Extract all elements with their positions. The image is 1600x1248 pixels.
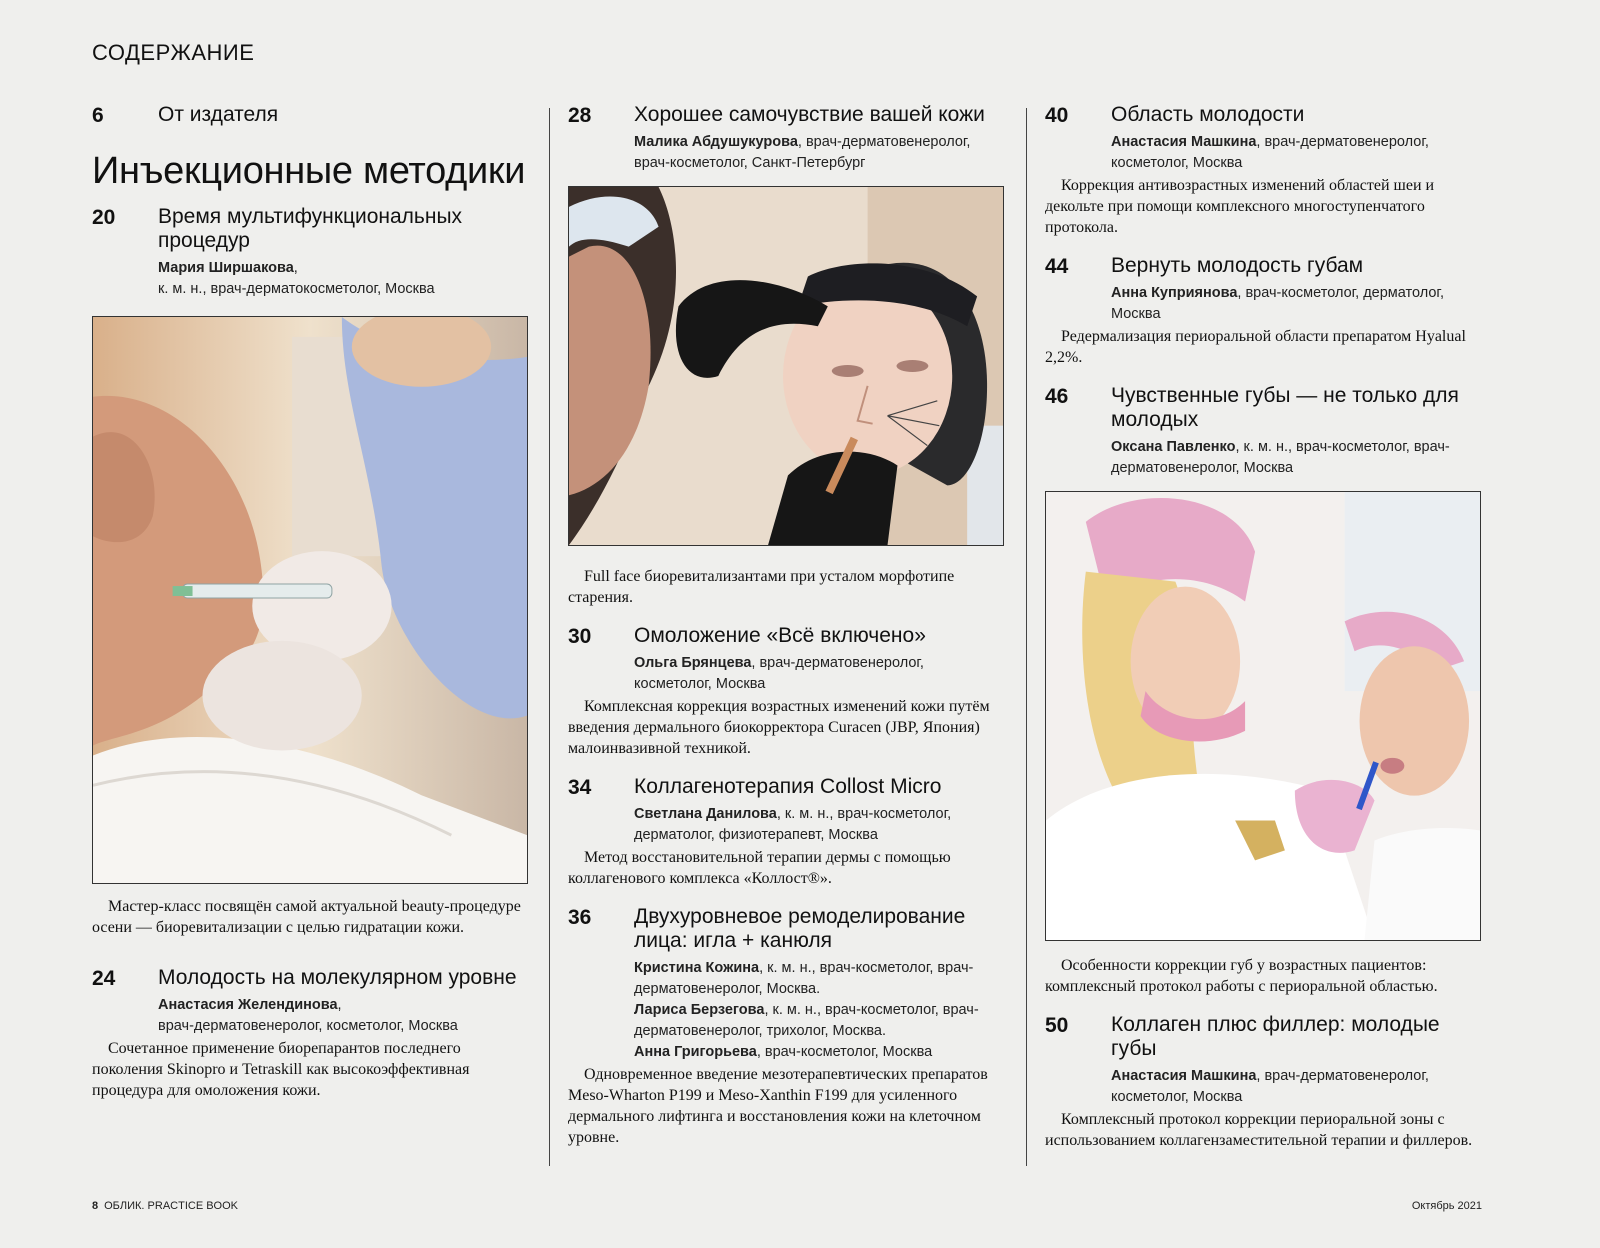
author-name: Анастасия Желендинова xyxy=(158,997,338,1013)
entry-authors xyxy=(158,995,528,1037)
author-credentials: , врач-дерматовенеролог, косметолог, Москва xyxy=(1111,134,1429,171)
page-number: 20 xyxy=(92,206,116,229)
entry-authors xyxy=(1111,283,1481,325)
entry-title: Коллаген плюс филлер: молодые губы xyxy=(1111,1013,1440,1060)
entry-title: Вернуть молодость губам xyxy=(1111,254,1364,277)
author-name: Мария Ширшакова xyxy=(158,260,294,276)
author-credentials: , к. м. н., врач-косметолог, врач-дерматовенеролог, Москва. xyxy=(634,960,974,997)
page-number: 30 xyxy=(568,625,592,648)
page-number: 46 xyxy=(1045,385,1069,408)
toc-entry-44[interactable] xyxy=(1045,254,1481,368)
entry-description: Редермализация периоральной области препаратом Hyalual 2,2%. xyxy=(1045,328,1466,366)
toc-entry-28[interactable] xyxy=(568,103,1004,174)
toc-entry-20[interactable] xyxy=(92,205,528,300)
entry-authors xyxy=(158,258,528,300)
author-credentials: , к. м. н., врач-косметолог, врач-дерматовенеролог, Москва xyxy=(1111,439,1450,476)
author-credentials: , врач-дерматовенеролог, косметолог, Москва xyxy=(634,655,924,692)
author-credentials: , врач-косметолог, Москва xyxy=(756,1044,933,1060)
author-name: Анна Григорьева xyxy=(634,1044,757,1060)
photo-caption: Мастер-класс посвящён самой актуальной beauty-процедуре осени — биоревитализации с целью гидратации кожи. xyxy=(92,898,521,936)
toc-entry-40[interactable] xyxy=(1045,103,1481,238)
page-number: 28 xyxy=(568,104,592,127)
author-name: Лариса Берзегова xyxy=(634,1002,765,1018)
toc-entry-6[interactable] xyxy=(92,103,528,127)
entry-authors xyxy=(634,804,1004,846)
entry-authors xyxy=(634,653,1004,695)
page-number: 34 xyxy=(568,776,592,799)
author-name: Ольга Брянцева xyxy=(634,655,752,671)
page-number: 50 xyxy=(1045,1014,1069,1037)
page-number: 44 xyxy=(1045,255,1069,278)
entry-authors xyxy=(634,132,1004,174)
column-2 xyxy=(568,103,1004,1164)
photo-image xyxy=(1046,492,1480,940)
author-name: Оксана Павленко xyxy=(1111,439,1236,455)
entry-description: Одновременное введение мезотерапевтических препаратов Meso-Wharton P199 и Meso-Xanthin F199 для усиленного дермального лифтинга и восстановления кожи на клеточном уровне. xyxy=(568,1066,988,1146)
entry-description: Комплексный протокол коррекции периоральной зоны с использованием коллагензаместительной терапии и филлеров. xyxy=(1045,1111,1473,1149)
author-name: Анастасия Машкина xyxy=(1111,134,1257,150)
author-name: Анна Куприянова xyxy=(1111,285,1238,301)
page-number: 40 xyxy=(1045,104,1069,127)
photo-injection-neck xyxy=(92,316,528,884)
photo-caption: Full face биоревитализантами при усталом морфотипе старения. xyxy=(568,568,955,606)
entry-title: Коллагенотерапия Collost Micro xyxy=(634,775,942,798)
photo-lip-treatment xyxy=(1045,491,1481,941)
column-3 xyxy=(1045,103,1481,1167)
author-credentials: к. м. н., врач-дерматокосметолог, Москва xyxy=(158,281,435,297)
toc-entry-46[interactable] xyxy=(1045,384,1481,479)
entry-description: Метод восстановительной терапии дермы с помощью коллагенового комплекса «Коллост®». xyxy=(568,849,951,887)
entry-authors xyxy=(1111,132,1481,174)
page-footer-left xyxy=(92,1200,238,1212)
page-header: СОДЕРЖАНИЕ xyxy=(92,40,255,65)
entry-title: Чувственные губы — не только для молодых xyxy=(1111,384,1459,431)
toc-entry-34[interactable] xyxy=(568,775,1004,889)
entry-title: Молодость на молекулярном уровне xyxy=(158,966,517,989)
folio-number: 8 xyxy=(92,1200,99,1212)
author-credentials: , xyxy=(337,997,342,1013)
author-name: Кристина Кожина xyxy=(634,960,760,976)
entry-title: Область молодости xyxy=(1111,103,1305,126)
entry-description: Комплексная коррекция возрастных изменений кожи путём введения дермального биокорректора Curacen (JBP, Япония) малоинвазивной техникой. xyxy=(568,698,990,757)
entry-title: От издателя xyxy=(158,103,279,126)
entry-authors xyxy=(1111,437,1481,479)
author-credentials: , xyxy=(293,260,298,276)
photo-caption: Особенности коррекции губ у возрастных пациентов: комплексный протокол работы с периоральной областью. xyxy=(1045,957,1438,995)
photo-image xyxy=(93,317,527,883)
author-name: Светлана Данилова xyxy=(634,806,777,822)
entry-authors xyxy=(1111,1066,1481,1108)
author-name: Анастасия Машкина xyxy=(1111,1068,1257,1084)
entry-title: Двухуровневое ремоделирование лица: игла + канюля xyxy=(634,905,966,952)
entry-title: Время мультифункциональных процедур xyxy=(158,205,463,252)
toc-entry-30[interactable] xyxy=(568,624,1004,759)
column-1 xyxy=(92,103,528,1117)
page-number: 24 xyxy=(92,967,116,990)
photo-image xyxy=(569,187,1003,545)
page-number: 6 xyxy=(92,104,104,127)
author-credentials: , врач-дерматовенеролог, врач-косметолог, Санкт-Петербург xyxy=(634,134,971,171)
toc-entry-50[interactable] xyxy=(1045,1013,1481,1151)
toc-entry-36[interactable] xyxy=(568,905,1004,1148)
photo-face-marking xyxy=(568,186,1004,546)
author-credentials: , врач-косметолог, дерматолог, Москва xyxy=(1111,285,1444,322)
entry-title: Омоложение «Всё включено» xyxy=(634,624,926,647)
author-credentials: , к. м. н., врач-косметолог, врач-дерматовенеролог, трихолог, Москва. xyxy=(634,1002,979,1039)
author-credentials: врач-дерматовенеролог, косметолог, Москва xyxy=(158,1018,458,1034)
entry-title: Хорошее самочувствие вашей кожи xyxy=(634,103,985,126)
section-title: Инъекционные методики xyxy=(92,150,526,192)
entry-description: Сочетанное применение биорепарантов последнего поколения Skinopro и Tetraskill как высокоэффективная процедура для омоложения кожи. xyxy=(92,1040,470,1099)
column-divider xyxy=(549,108,550,1166)
toc-entry-24[interactable] xyxy=(92,966,528,1101)
author-credentials: , врач-дерматовенеролог, косметолог, Москва xyxy=(1111,1068,1429,1105)
column-divider xyxy=(1026,108,1027,1166)
entry-description: Коррекция антивозрастных изменений областей шеи и декольте при помощи комплексного многоступенчатого протокола. xyxy=(1045,177,1435,236)
author-credentials: , к. м. н., врач-косметолог, дерматолог, физиотерапевт, Москва xyxy=(634,806,952,843)
publication-name: ОБЛИК. PRACTICE BOOK xyxy=(104,1200,239,1212)
issue-date: Октябрь 2021 xyxy=(1411,1200,1482,1212)
entry-authors xyxy=(634,958,1004,1063)
page-number: 36 xyxy=(568,906,592,929)
author-name: Малика Абдушукурова xyxy=(634,134,798,150)
